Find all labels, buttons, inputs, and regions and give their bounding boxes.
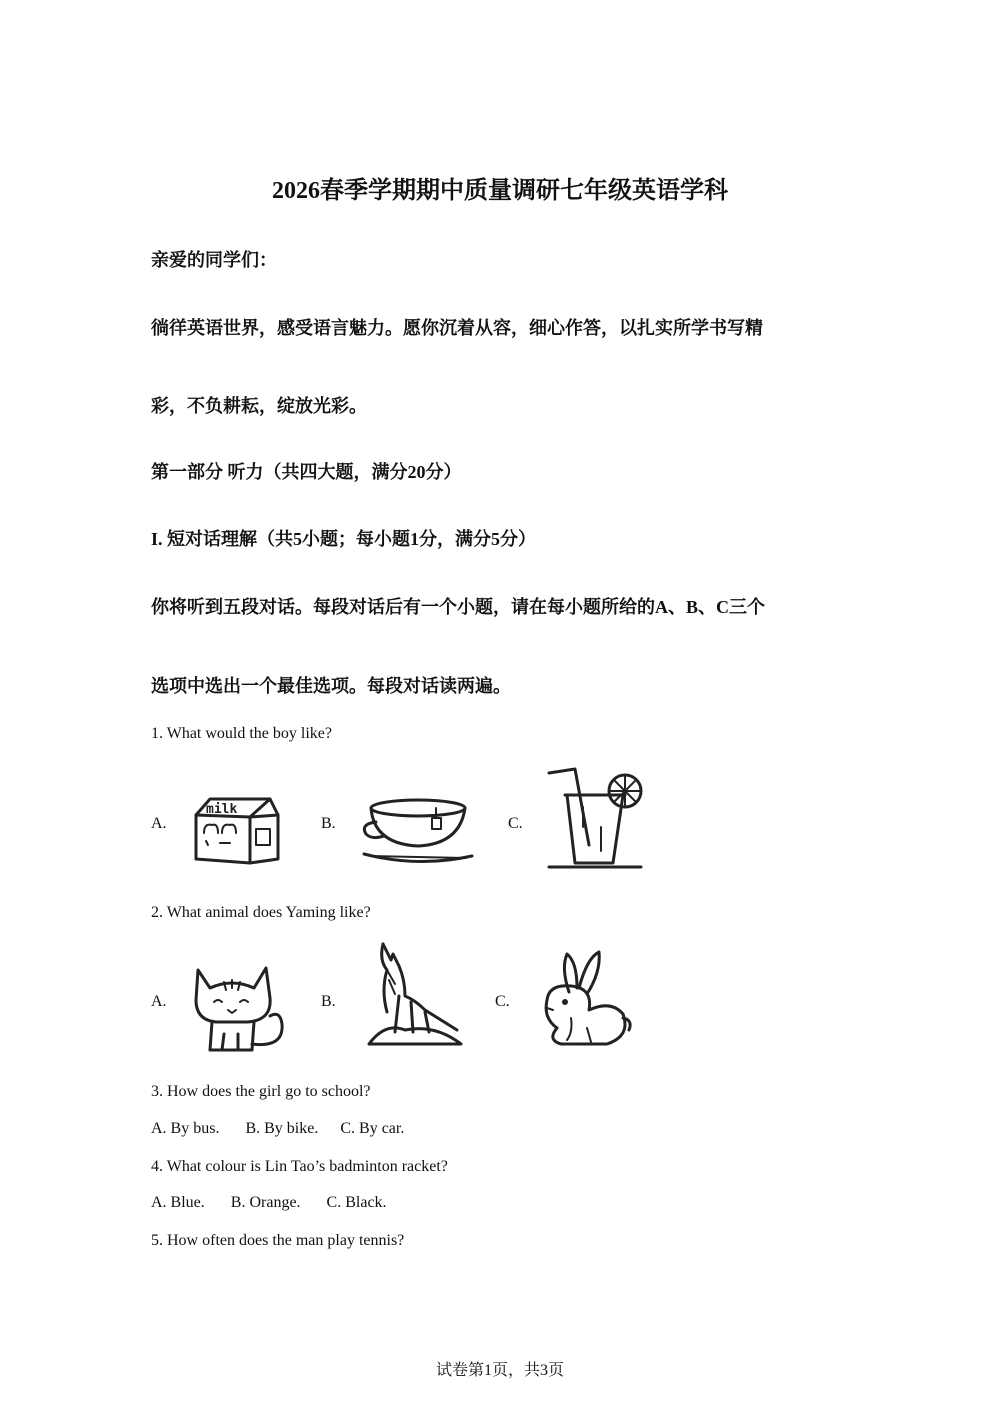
q2-option-c-letter: C. [495, 993, 510, 1010]
rabbit-icon [537, 948, 637, 1048]
cat-icon [192, 960, 288, 1054]
instruction-line-1: 你将听到五段对话。每段对话后有一个小题，请在每小题所给的A、B、C三个 [151, 597, 766, 617]
q1-option-a-letter: A. [151, 815, 167, 832]
q2-option-a-letter: A. [151, 993, 167, 1010]
intro-line-1: 徜徉英语世界，感受语言魅力。愿你沉着从容，细心作答，以扎实所学书写精 [151, 318, 763, 338]
q4-option-c: C. Black. [326, 1194, 387, 1211]
q3-option-b: B. By bike. [245, 1120, 319, 1137]
q4-option-a: A. Blue. [151, 1194, 205, 1211]
q1-option-b-letter: B. [321, 815, 336, 832]
q2-option-b-letter: B. [321, 993, 336, 1010]
q3-option-c: C. By car. [340, 1120, 405, 1137]
question-5-text: 5. How often does the man play tennis? [151, 1232, 405, 1249]
page-footer: 试卷第1页，共3页 [435, 1362, 564, 1379]
q3-options [151, 1120, 404, 1138]
q1-option-c-letter: C. [508, 815, 523, 832]
milk-label: milk [206, 802, 238, 817]
question-1-text: 1. What would the boy like? [151, 725, 332, 742]
milk-carton-icon [190, 793, 282, 865]
q3-option-a: A. By bus. [151, 1120, 220, 1137]
section1-heading: I. 短对话理解（共5小题；每小题1分，满分5分） [151, 529, 537, 549]
page-title: 2026春季学期期中质量调研七年级英语学科 [272, 178, 728, 204]
greeting: 亲爱的同学们： [151, 250, 277, 270]
question-2-text: 2. What animal does Yaming like? [151, 904, 371, 921]
juice-glass-icon [545, 767, 645, 869]
wolf-icon [365, 940, 465, 1050]
question-4-text: 4. What colour is Lin Tao’s badminton racket? [151, 1158, 448, 1175]
q4-options [151, 1194, 387, 1212]
intro-line-2: 彩，不负耕耘，绽放光彩。 [151, 396, 367, 416]
teacup-icon [360, 796, 475, 866]
instruction-line-2: 选项中选出一个最佳选项。每段对话读两遍。 [151, 676, 511, 696]
part1-heading: 第一部分 听力（共四大题，满分20分） [151, 462, 462, 482]
question-3-text: 3. How does the girl go to school? [151, 1083, 371, 1100]
q4-option-b: B. Orange. [230, 1194, 301, 1211]
